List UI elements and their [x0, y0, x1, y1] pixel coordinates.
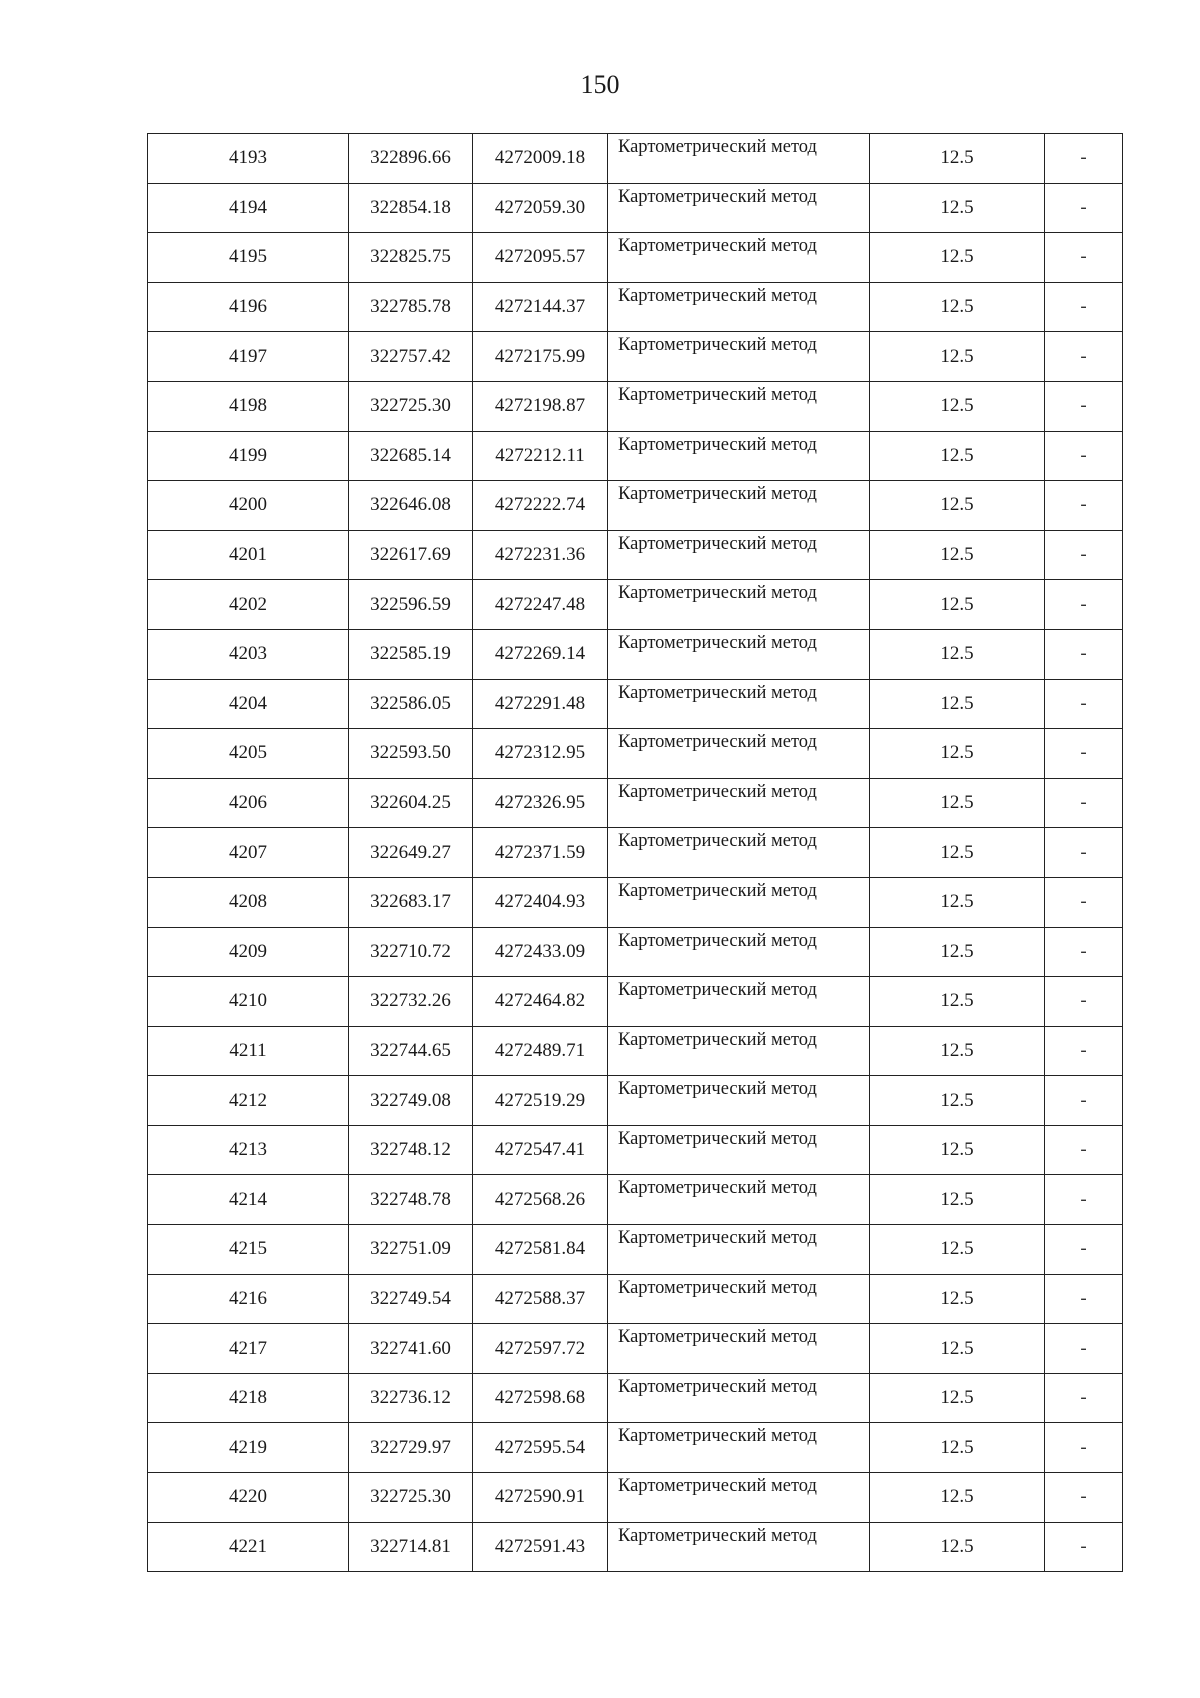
method-cell: Картометрический метод — [608, 1274, 870, 1324]
y-coordinate-cell: 4272433.09 — [473, 927, 608, 977]
point-number-cell: 4199 — [148, 431, 349, 481]
accuracy-cell: 12.5 — [870, 679, 1045, 729]
point-number-cell: 4218 — [148, 1373, 349, 1423]
point-number-cell: 4220 — [148, 1473, 349, 1523]
x-coordinate-cell: 322729.97 — [349, 1423, 473, 1473]
table-row — [148, 134, 1123, 184]
point-number-cell: 4202 — [148, 580, 349, 630]
table-row — [148, 1225, 1123, 1275]
accuracy-cell: 12.5 — [870, 183, 1045, 233]
y-coordinate-cell: 4272404.93 — [473, 877, 608, 927]
method-cell: Картометрический метод — [608, 828, 870, 878]
table-row — [148, 927, 1123, 977]
table-row — [148, 282, 1123, 332]
table-row — [148, 778, 1123, 828]
method-cell: Картометрический метод — [608, 877, 870, 927]
accuracy-cell: 12.5 — [870, 629, 1045, 679]
table-row — [148, 183, 1123, 233]
x-coordinate-cell: 322825.75 — [349, 233, 473, 283]
table-row — [148, 729, 1123, 779]
table-row — [148, 1522, 1123, 1572]
note-cell: - — [1045, 481, 1123, 531]
table-row — [148, 977, 1123, 1027]
y-coordinate-cell: 4272231.36 — [473, 530, 608, 580]
x-coordinate-cell: 322748.78 — [349, 1175, 473, 1225]
note-cell: - — [1045, 431, 1123, 481]
method-cell: Картометрический метод — [608, 134, 870, 184]
accuracy-cell: 12.5 — [870, 927, 1045, 977]
note-cell: - — [1045, 183, 1123, 233]
table-row — [148, 1473, 1123, 1523]
table-body — [148, 134, 1123, 1572]
point-number-cell: 4203 — [148, 629, 349, 679]
table-row — [148, 332, 1123, 382]
accuracy-cell: 12.5 — [870, 1324, 1045, 1374]
note-cell: - — [1045, 1274, 1123, 1324]
y-coordinate-cell: 4272095.57 — [473, 233, 608, 283]
method-cell: Картометрический метод — [608, 580, 870, 630]
point-number-cell: 4207 — [148, 828, 349, 878]
method-cell: Картометрический метод — [608, 1175, 870, 1225]
x-coordinate-cell: 322732.26 — [349, 977, 473, 1027]
y-coordinate-cell: 4272591.43 — [473, 1522, 608, 1572]
x-coordinate-cell: 322785.78 — [349, 282, 473, 332]
method-cell: Картометрический метод — [608, 282, 870, 332]
x-coordinate-cell: 322646.08 — [349, 481, 473, 531]
note-cell: - — [1045, 580, 1123, 630]
coordinates-table — [147, 133, 1123, 1572]
y-coordinate-cell: 4272590.91 — [473, 1473, 608, 1523]
accuracy-cell: 12.5 — [870, 1373, 1045, 1423]
method-cell: Картометрический метод — [608, 729, 870, 779]
point-number-cell: 4197 — [148, 332, 349, 382]
y-coordinate-cell: 4272269.14 — [473, 629, 608, 679]
y-coordinate-cell: 4272595.54 — [473, 1423, 608, 1473]
accuracy-cell: 12.5 — [870, 778, 1045, 828]
point-number-cell: 4205 — [148, 729, 349, 779]
table-row — [148, 1324, 1123, 1374]
point-number-cell: 4194 — [148, 183, 349, 233]
y-coordinate-cell: 4272059.30 — [473, 183, 608, 233]
note-cell: - — [1045, 1225, 1123, 1275]
accuracy-cell: 12.5 — [870, 1225, 1045, 1275]
y-coordinate-cell: 4272144.37 — [473, 282, 608, 332]
x-coordinate-cell: 322751.09 — [349, 1225, 473, 1275]
x-coordinate-cell: 322749.54 — [349, 1274, 473, 1324]
method-cell: Картометрический метод — [608, 1026, 870, 1076]
y-coordinate-cell: 4272588.37 — [473, 1274, 608, 1324]
y-coordinate-cell: 4272198.87 — [473, 381, 608, 431]
note-cell: - — [1045, 1125, 1123, 1175]
x-coordinate-cell: 322896.66 — [349, 134, 473, 184]
method-cell: Картометрический метод — [608, 233, 870, 283]
point-number-cell: 4204 — [148, 679, 349, 729]
method-cell: Картометрический метод — [608, 1423, 870, 1473]
table-row — [148, 530, 1123, 580]
method-cell: Картометрический метод — [608, 481, 870, 531]
method-cell: Картометрический метод — [608, 431, 870, 481]
accuracy-cell: 12.5 — [870, 1274, 1045, 1324]
point-number-cell: 4206 — [148, 778, 349, 828]
accuracy-cell: 12.5 — [870, 233, 1045, 283]
accuracy-cell: 12.5 — [870, 1076, 1045, 1126]
x-coordinate-cell: 322596.59 — [349, 580, 473, 630]
note-cell: - — [1045, 927, 1123, 977]
y-coordinate-cell: 4272312.95 — [473, 729, 608, 779]
x-coordinate-cell: 322741.60 — [349, 1324, 473, 1374]
x-coordinate-cell: 322683.17 — [349, 877, 473, 927]
y-coordinate-cell: 4272464.82 — [473, 977, 608, 1027]
method-cell: Картометрический метод — [608, 679, 870, 729]
table-row — [148, 1373, 1123, 1423]
note-cell: - — [1045, 1373, 1123, 1423]
accuracy-cell: 12.5 — [870, 282, 1045, 332]
point-number-cell: 4217 — [148, 1324, 349, 1374]
note-cell: - — [1045, 530, 1123, 580]
note-cell: - — [1045, 134, 1123, 184]
x-coordinate-cell: 322617.69 — [349, 530, 473, 580]
x-coordinate-cell: 322725.30 — [349, 381, 473, 431]
table-row — [148, 1125, 1123, 1175]
y-coordinate-cell: 4272371.59 — [473, 828, 608, 878]
note-cell: - — [1045, 1175, 1123, 1225]
note-cell: - — [1045, 629, 1123, 679]
table-row — [148, 877, 1123, 927]
accuracy-cell: 12.5 — [870, 828, 1045, 878]
x-coordinate-cell: 322748.12 — [349, 1125, 473, 1175]
method-cell: Картометрический метод — [608, 1125, 870, 1175]
note-cell: - — [1045, 977, 1123, 1027]
y-coordinate-cell: 4272247.48 — [473, 580, 608, 630]
note-cell: - — [1045, 828, 1123, 878]
table-row — [148, 1026, 1123, 1076]
x-coordinate-cell: 322736.12 — [349, 1373, 473, 1423]
point-number-cell: 4201 — [148, 530, 349, 580]
point-number-cell: 4213 — [148, 1125, 349, 1175]
table-row — [148, 1423, 1123, 1473]
y-coordinate-cell: 4272222.74 — [473, 481, 608, 531]
point-number-cell: 4212 — [148, 1076, 349, 1126]
method-cell: Картометрический метод — [608, 332, 870, 382]
accuracy-cell: 12.5 — [870, 1522, 1045, 1572]
x-coordinate-cell: 322757.42 — [349, 332, 473, 382]
accuracy-cell: 12.5 — [870, 977, 1045, 1027]
note-cell: - — [1045, 381, 1123, 431]
table-row — [148, 1274, 1123, 1324]
point-number-cell: 4216 — [148, 1274, 349, 1324]
x-coordinate-cell: 322593.50 — [349, 729, 473, 779]
table-row — [148, 679, 1123, 729]
method-cell: Картометрический метод — [608, 927, 870, 977]
method-cell: Картометрический метод — [608, 1225, 870, 1275]
note-cell: - — [1045, 1423, 1123, 1473]
x-coordinate-cell: 322744.65 — [349, 1026, 473, 1076]
note-cell: - — [1045, 282, 1123, 332]
x-coordinate-cell: 322649.27 — [349, 828, 473, 878]
note-cell: - — [1045, 778, 1123, 828]
accuracy-cell: 12.5 — [870, 1473, 1045, 1523]
y-coordinate-cell: 4272581.84 — [473, 1225, 608, 1275]
point-number-cell: 4221 — [148, 1522, 349, 1572]
table-row — [148, 828, 1123, 878]
point-number-cell: 4211 — [148, 1026, 349, 1076]
point-number-cell: 4209 — [148, 927, 349, 977]
accuracy-cell: 12.5 — [870, 1175, 1045, 1225]
method-cell: Картометрический метод — [608, 381, 870, 431]
table-row — [148, 381, 1123, 431]
y-coordinate-cell: 4272212.11 — [473, 431, 608, 481]
method-cell: Картометрический метод — [608, 977, 870, 1027]
accuracy-cell: 12.5 — [870, 332, 1045, 382]
point-number-cell: 4193 — [148, 134, 349, 184]
x-coordinate-cell: 322725.30 — [349, 1473, 473, 1523]
accuracy-cell: 12.5 — [870, 729, 1045, 779]
accuracy-cell: 12.5 — [870, 530, 1045, 580]
table-row — [148, 580, 1123, 630]
accuracy-cell: 12.5 — [870, 1423, 1045, 1473]
table-row — [148, 481, 1123, 531]
accuracy-cell: 12.5 — [870, 134, 1045, 184]
point-number-cell: 4200 — [148, 481, 349, 531]
accuracy-cell: 12.5 — [870, 877, 1045, 927]
method-cell: Картометрический метод — [608, 1473, 870, 1523]
accuracy-cell: 12.5 — [870, 481, 1045, 531]
point-number-cell: 4210 — [148, 977, 349, 1027]
y-coordinate-cell: 4272597.72 — [473, 1324, 608, 1374]
accuracy-cell: 12.5 — [870, 381, 1045, 431]
accuracy-cell: 12.5 — [870, 580, 1045, 630]
x-coordinate-cell: 322586.05 — [349, 679, 473, 729]
y-coordinate-cell: 4272547.41 — [473, 1125, 608, 1175]
y-coordinate-cell: 4272291.48 — [473, 679, 608, 729]
x-coordinate-cell: 322685.14 — [349, 431, 473, 481]
accuracy-cell: 12.5 — [870, 1026, 1045, 1076]
note-cell: - — [1045, 332, 1123, 382]
point-number-cell: 4214 — [148, 1175, 349, 1225]
note-cell: - — [1045, 877, 1123, 927]
method-cell: Картометрический метод — [608, 1324, 870, 1374]
method-cell: Картометрический метод — [608, 530, 870, 580]
point-number-cell: 4198 — [148, 381, 349, 431]
note-cell: - — [1045, 233, 1123, 283]
y-coordinate-cell: 4272175.99 — [473, 332, 608, 382]
y-coordinate-cell: 4272568.26 — [473, 1175, 608, 1225]
point-number-cell: 4215 — [148, 1225, 349, 1275]
note-cell: - — [1045, 729, 1123, 779]
y-coordinate-cell: 4272489.71 — [473, 1026, 608, 1076]
accuracy-cell: 12.5 — [870, 431, 1045, 481]
y-coordinate-cell: 4272519.29 — [473, 1076, 608, 1126]
method-cell: Картометрический метод — [608, 1522, 870, 1572]
x-coordinate-cell: 322749.08 — [349, 1076, 473, 1126]
y-coordinate-cell: 4272326.95 — [473, 778, 608, 828]
page-number: 150 — [580, 70, 620, 99]
method-cell: Картометрический метод — [608, 1373, 870, 1423]
x-coordinate-cell: 322604.25 — [349, 778, 473, 828]
table-row — [148, 1076, 1123, 1126]
x-coordinate-cell: 322710.72 — [349, 927, 473, 977]
method-cell: Картометрический метод — [608, 629, 870, 679]
point-number-cell: 4196 — [148, 282, 349, 332]
note-cell: - — [1045, 1473, 1123, 1523]
note-cell: - — [1045, 1324, 1123, 1374]
accuracy-cell: 12.5 — [870, 1125, 1045, 1175]
method-cell: Картометрический метод — [608, 778, 870, 828]
point-number-cell: 4195 — [148, 233, 349, 283]
table-row — [148, 1175, 1123, 1225]
note-cell: - — [1045, 1522, 1123, 1572]
y-coordinate-cell: 4272009.18 — [473, 134, 608, 184]
x-coordinate-cell: 322585.19 — [349, 629, 473, 679]
table-row — [148, 629, 1123, 679]
x-coordinate-cell: 322714.81 — [349, 1522, 473, 1572]
table-row — [148, 431, 1123, 481]
y-coordinate-cell: 4272598.68 — [473, 1373, 608, 1423]
note-cell: - — [1045, 1026, 1123, 1076]
method-cell: Картометрический метод — [608, 1076, 870, 1126]
x-coordinate-cell: 322854.18 — [349, 183, 473, 233]
point-number-cell: 4208 — [148, 877, 349, 927]
point-number-cell: 4219 — [148, 1423, 349, 1473]
note-cell: - — [1045, 1076, 1123, 1126]
note-cell: - — [1045, 679, 1123, 729]
method-cell: Картометрический метод — [608, 183, 870, 233]
table-row — [148, 233, 1123, 283]
